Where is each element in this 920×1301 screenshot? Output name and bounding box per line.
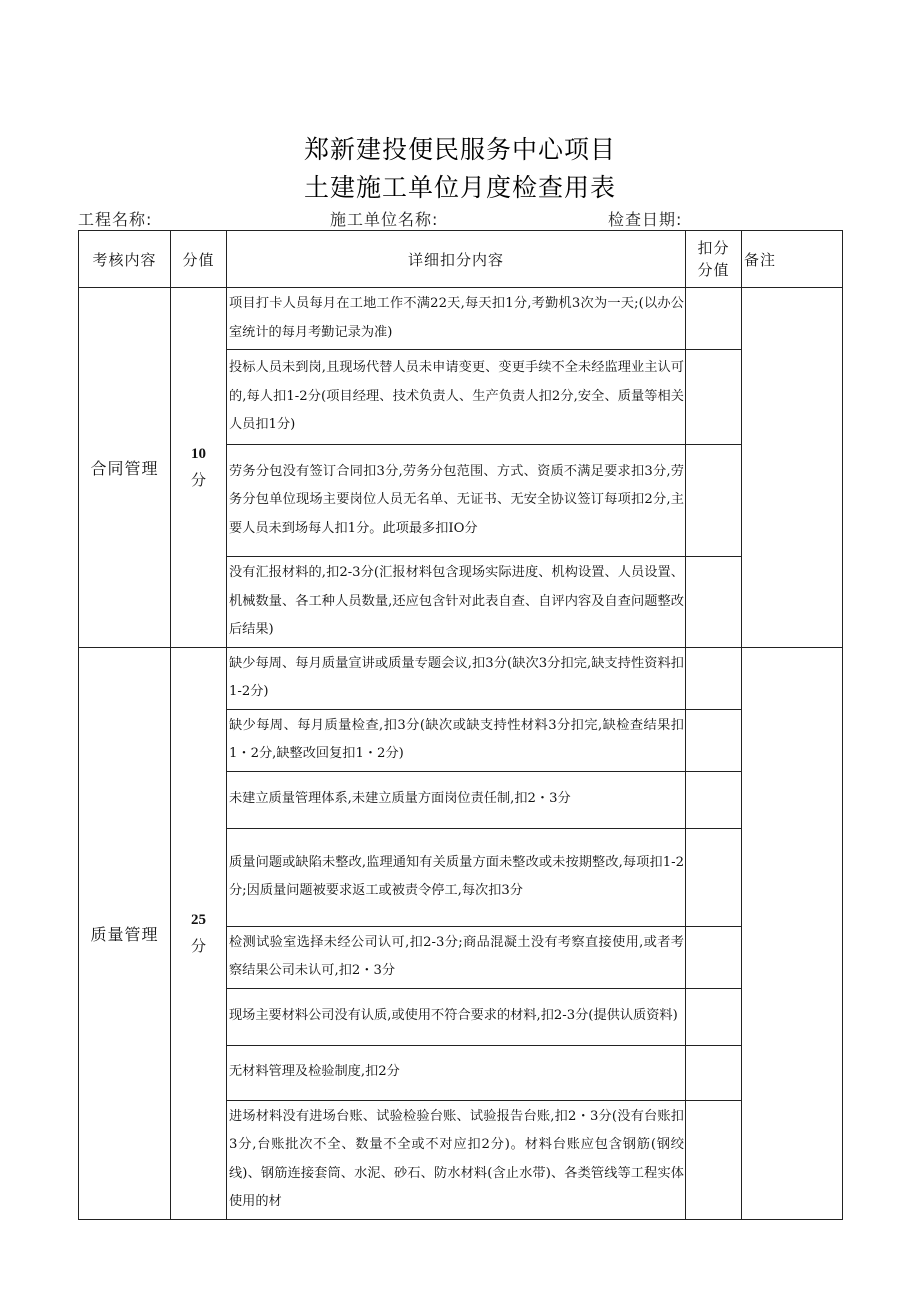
header-deduction	[686, 231, 742, 288]
deduction-input-cell[interactable]	[686, 445, 742, 557]
score-unit: 分	[190, 471, 206, 490]
deduction-input-cell[interactable]	[686, 828, 742, 926]
table-header-row	[79, 231, 843, 288]
score-unit: 分	[190, 937, 206, 955]
remark-cell[interactable]	[742, 647, 843, 1219]
category-quality-management: 质量管理	[79, 647, 171, 1219]
inspection-date-label: 检查日期:	[608, 210, 683, 229]
detail-cell: 项目打卡人员每月在工地工作不满22天,每天扣1分,考勤机3次为一天;(以办公室统计的每月考勤记录为准)	[227, 288, 686, 350]
score-contract-management	[171, 288, 227, 648]
detail-cell: 检测试验室选择未经公司认可,扣2-3分;商品混凝土没有考察直接使用,或者考察结果公司未认可,扣2・3分	[227, 926, 686, 988]
detail-cell: 无材料管理及检验制度,扣2分	[227, 1045, 686, 1100]
score-value: 25	[191, 912, 206, 928]
detail-cell: 质量问题或缺陷未整改,监理通知有关质量方面未整改或未按期整改,每项扣1-2分;因质量问题被要求返工或被责令停工,每次扣3分	[227, 828, 686, 926]
deduction-input-cell[interactable]	[686, 647, 742, 709]
score-quality-management	[171, 647, 227, 1219]
deduction-input-cell[interactable]	[686, 288, 742, 350]
deduction-input-cell[interactable]	[686, 926, 742, 988]
score-value: 10	[191, 446, 206, 463]
header-content: 考核内容	[79, 231, 171, 288]
detail-cell: 未建立质量管理体系,未建立质量方面岗位责任制,扣2・3分	[227, 771, 686, 828]
header-remark: 备注	[742, 231, 843, 288]
remark-cell[interactable]	[742, 288, 843, 648]
header-deduction-line2: 分值	[697, 261, 730, 279]
detail-cell: 现场主要材料公司没有认质,或使用不符合要求的材料,扣2-3分(提供认质资料)	[227, 988, 686, 1045]
document-title-line2: 土建施工单位月度检查用表	[303, 173, 616, 202]
detail-cell: 缺少每周、每月质量宣讲或质量专题会议,扣3分(缺次3分扣完,缺支持性资料扣1-2分)	[227, 647, 686, 709]
project-name-label: 工程名称:	[78, 210, 153, 229]
detail-cell: 劳务分包没有签订合同扣3分,劳务分包范围、方式、资质不满足要求扣3分,劳务分包单位现场主要岗位人员无名单、无证书、无安全协议签订每项扣2分,主要人员未到场每人扣1分。此项最多扣IO分	[227, 445, 686, 557]
contractor-name-label: 施工单位名称:	[330, 210, 439, 229]
deduction-input-cell[interactable]	[686, 988, 742, 1045]
header-score: 分值	[171, 231, 227, 288]
detail-cell: 缺少每周、每月质量检查,扣3分(缺次或缺支持性材料3分扣完,缺检查结果扣1・2分,缺整改回复扣1・2分)	[227, 709, 686, 771]
table-row	[79, 647, 843, 709]
document-title-line1: 郑新建投便民服务中心项目	[303, 135, 616, 164]
deduction-input-cell[interactable]	[686, 1100, 742, 1219]
header-detail: 详细扣分内容	[227, 231, 686, 288]
deduction-input-cell[interactable]	[686, 350, 742, 445]
deduction-input-cell[interactable]	[686, 709, 742, 771]
deduction-input-cell[interactable]	[686, 1045, 742, 1100]
detail-cell: 进场材料没有进场台账、试验检验台账、试验报告台账,扣2・3分(没有台账扣3分,台账批次不全、数量不全或不对应扣2分)。材料台账应包含钢筋(钢绞线)、钢筋连接套筒、水泥、砂石、防水材料(含止水带)、各类管线等工程实体使用的材	[227, 1100, 686, 1219]
header-deduction-line1: 扣分	[697, 239, 730, 257]
detail-cell: 没有汇报材料的,扣2-3分(汇报材料包含现场实际进度、机构设置、人员设置、机械数量、各工种人员数量,还应包含针对此表自查、自评内容及自查问题整改后结果)	[227, 557, 686, 648]
table-row	[79, 288, 843, 350]
deduction-input-cell[interactable]	[686, 557, 742, 648]
inspection-table	[78, 230, 843, 1220]
detail-cell: 投标人员未到岗,且现场代替人员未申请变更、变更手续不全未经监理业主认可的,每人扣1-2分(项目经理、技术负责人、生产负责人扣2分,安全、质量等相关人员扣1分)	[227, 350, 686, 445]
deduction-input-cell[interactable]	[686, 771, 742, 828]
category-contract-management: 合同管理	[79, 288, 171, 648]
